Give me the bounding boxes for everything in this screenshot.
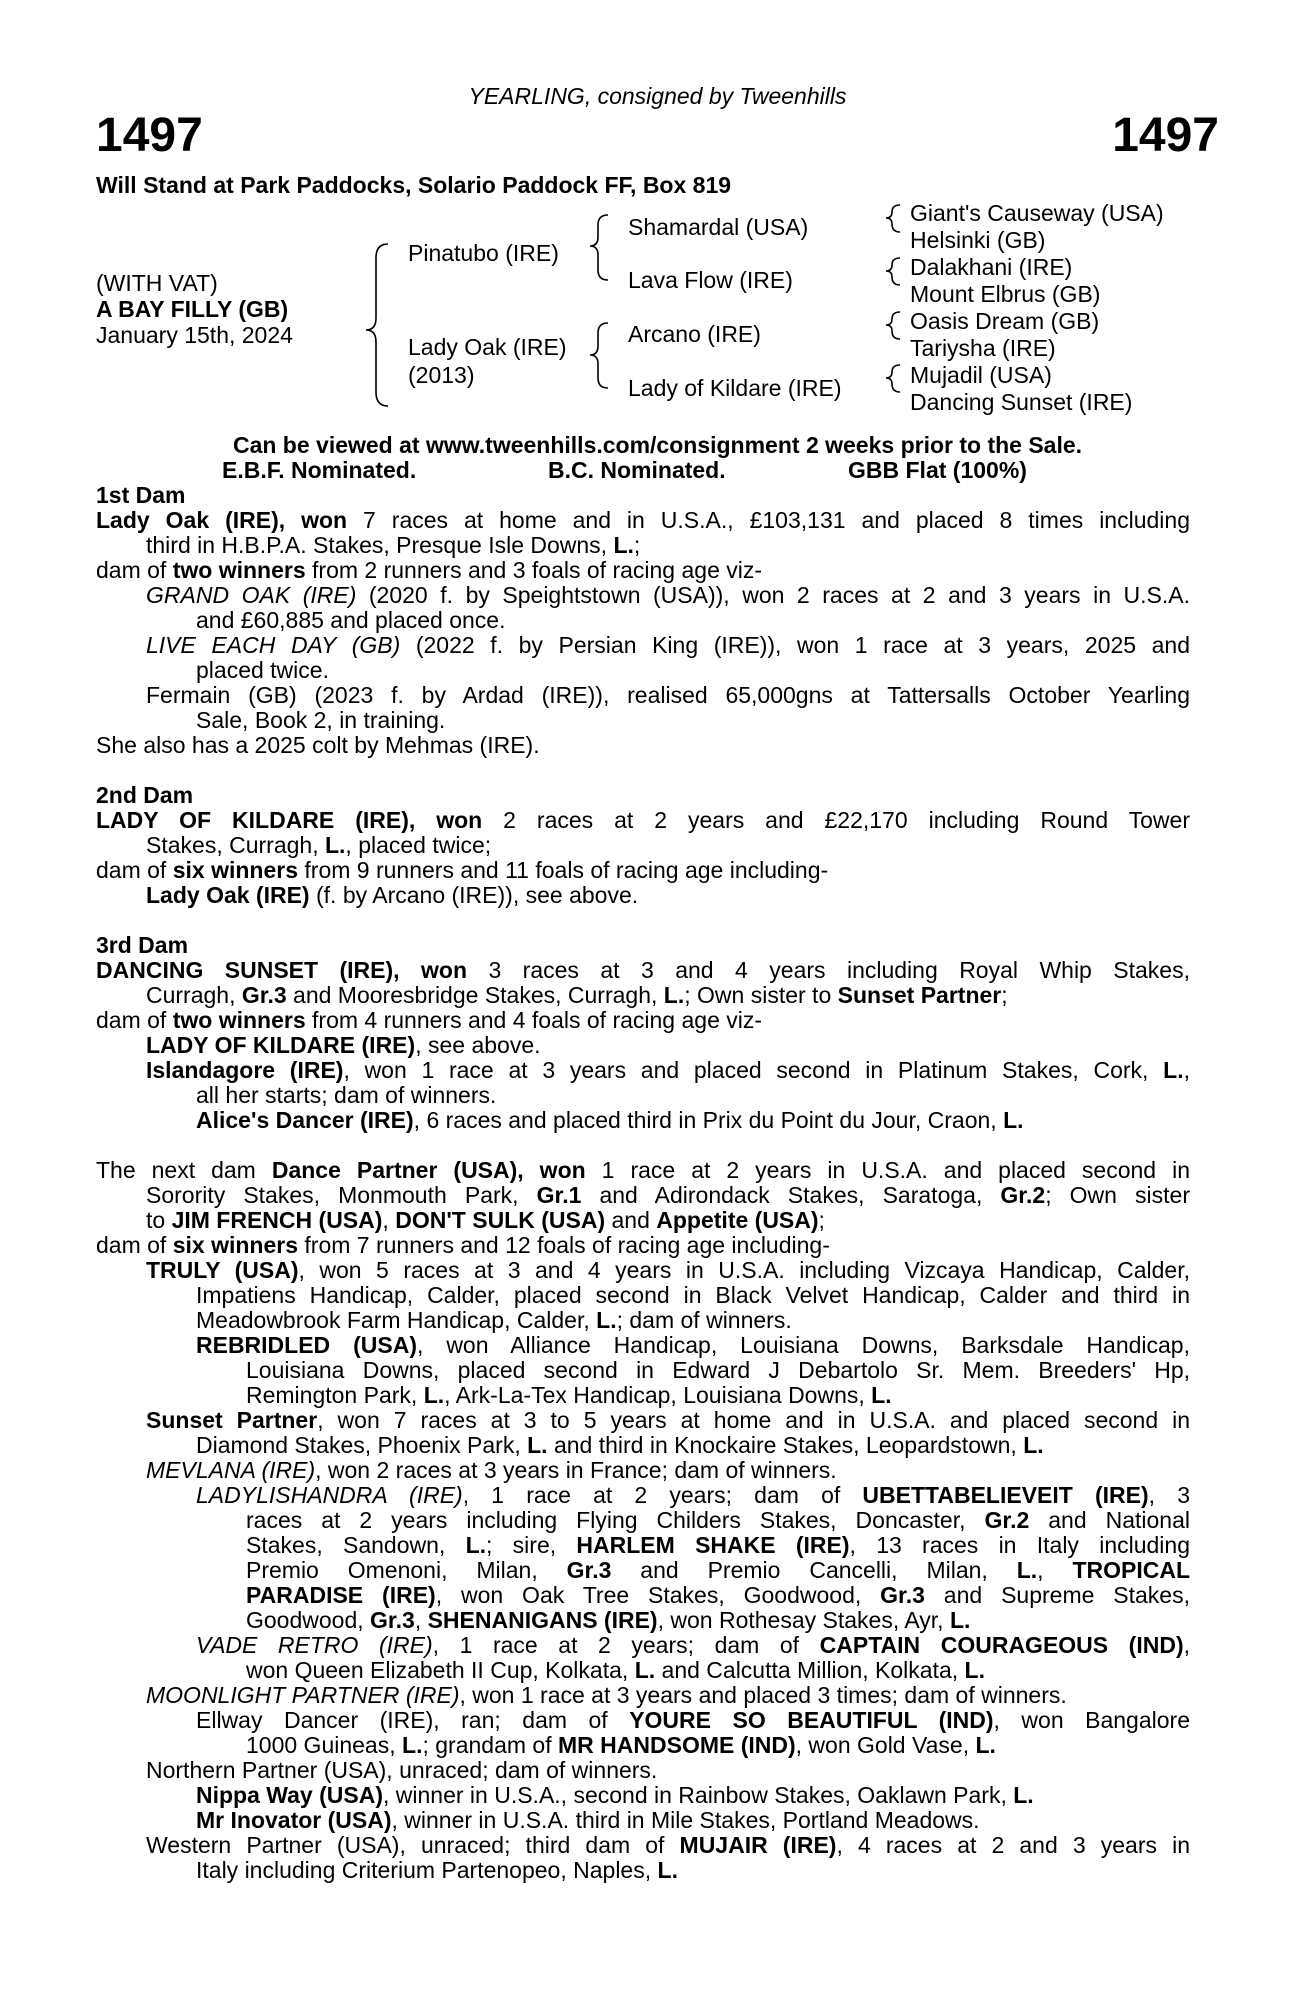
dam2-produce: dam of six winners from 9 runners and 11 foals of racing age including-	[96, 857, 829, 883]
nextdam-produce: dam of six winners from 7 runners and 12 foals of racing age including-	[96, 1232, 830, 1258]
dam2-line2: Stakes, Curragh, L., placed twice;	[146, 832, 492, 858]
nippa-way-line: Nippa Way (USA), winner in U.S.A., second in Rainbow Stakes, Oaklawn Park, L.	[196, 1782, 1034, 1808]
ladylishandra-line2: races at 2 years including Flying Childers Stakes, Doncaster, Gr.2 and National	[246, 1507, 1190, 1533]
dam3-heading: 3rd Dam	[96, 932, 189, 958]
gg-8: Dancing Sunset (IRE)	[910, 389, 1133, 415]
brace-g4	[886, 365, 900, 392]
brace-sire	[590, 215, 608, 280]
mr-inovator-line: Mr Inovator (USA), winner in U.S.A. third in Mile Stakes, Portland Meadows.	[196, 1807, 980, 1833]
dam-dam: Lady of Kildare (IRE)	[628, 375, 842, 401]
ladylishandra-line1: LADYLISHANDRA (IRE), 1 race at 2 years; dam of UBETTABELIEVEIT (IRE), 3	[196, 1482, 1190, 1508]
dam1-offspring-2: LIVE EACH DAY (GB) (2022 f. by Persian King (IRE)), won 1 race at 3 years, 2025 and	[146, 632, 1190, 658]
dam-year: (2013)	[408, 362, 475, 388]
dam1-heading: 1st Dam	[96, 482, 186, 508]
dam1-offspring-3b: Sale, Book 2, in training.	[196, 707, 446, 733]
dam3-line1: DANCING SUNSET (IRE), won 3 races at 3 and 4 years including Royal Whip Stakes,	[96, 957, 1190, 983]
gg-1: Giant's Causeway (USA)	[910, 200, 1164, 226]
nextdam-line3: to JIM FRENCH (USA), DON'T SULK (USA) and Appetite (USA);	[146, 1207, 825, 1233]
horse-dob: January 15th, 2024	[96, 322, 293, 348]
mevlana-line: MEVLANA (IRE), won 2 races at 3 years in France; dam of winners.	[146, 1457, 837, 1483]
rebridled-line2: Louisiana Downs, placed second in Edward J Debartolo Sr. Mem. Breeders' Hp,	[246, 1357, 1190, 1383]
nextdam-line2: Sorority Stakes, Monmouth Park, Gr.1 and Adirondack Stakes, Saratoga, Gr.2; Own sister	[146, 1182, 1190, 1208]
dam2-line1: LADY OF KILDARE (IRE), won 2 races at 2 years and £22,170 including Round Tower	[96, 807, 1190, 833]
sunset-partner-line1: Sunset Partner, won 7 races at 3 to 5 years at home and in U.S.A. and placed second in	[146, 1407, 1191, 1433]
nextdam-line1: The next dam Dance Partner (USA), won 1 race at 2 years in U.S.A. and placed second in	[96, 1157, 1190, 1183]
viewing-notice: Can be viewed at www.tweenhills.com/consignment 2 weeks prior to the Sale.	[232, 432, 1083, 458]
sire-sire: Shamardal (USA)	[628, 214, 809, 240]
vat-label: (WITH VAT)	[96, 270, 218, 296]
dam3-offspring-2: Islandagore (IRE), won 1 race at 3 years and placed second in Platinum Stakes, Cork, L.,	[146, 1057, 1190, 1083]
sire: Pinatubo (IRE)	[408, 240, 559, 266]
dam-sire: Arcano (IRE)	[628, 321, 761, 347]
northern-partner-line: Northern Partner (USA), unraced; dam of winners.	[146, 1757, 658, 1783]
dam3-offspring-1: LADY OF KILDARE (IRE), see above.	[146, 1032, 541, 1058]
dam1-offspring-1b: and £60,885 and placed once.	[196, 607, 506, 633]
dam3-grandchild-1: Alice's Dancer (IRE), 6 races and placed third in Prix du Point du Jour, Craon, L.	[196, 1107, 1024, 1133]
western-partner-line1: Western Partner (USA), unraced; third dam of MUJAIR (IRE), 4 races at 2 and 3 years in	[146, 1832, 1190, 1858]
dam3-line2: Curragh, Gr.3 and Mooresbridge Stakes, Curragh, L.; Own sister to Sunset Partner;	[146, 982, 1008, 1008]
ladylishandra-line4: Premio Omenoni, Milan, Gr.3 and Premio Cancelli, Milan, L., TROPICAL	[246, 1557, 1191, 1583]
dam1-offspring-1: GRAND OAK (IRE) (2020 f. by Speightstown (USA)), won 2 races at 2 and 3 years in U.S.A.	[146, 582, 1190, 608]
lot-number-right: 1497	[1112, 109, 1219, 162]
gg-3: Dalakhani (IRE)	[910, 254, 1073, 280]
rebridled-line3: Remington Park, L., Ark-La-Tex Handicap, Louisiana Downs, L.	[246, 1382, 892, 1408]
gg-4: Mount Elbrus (GB)	[910, 281, 1101, 307]
horse-name: A BAY FILLY (GB)	[96, 296, 289, 322]
gg-7: Mujadil (USA)	[910, 362, 1052, 388]
ellway-line2: 1000 Guineas, L.; grandam of MR HANDSOME (IND), won Gold Vase, L.	[246, 1732, 996, 1758]
ladylishandra-line5: PARADISE (IRE), won Oak Tree Stakes, Goodwood, Gr.3 and Supreme Stakes,	[246, 1582, 1190, 1608]
ebf-notice: E.B.F. Nominated.	[222, 457, 417, 483]
stand-location: Will Stand at Park Paddocks, Solario Paddock FF, Box 819	[96, 172, 732, 198]
rebridled-line1: REBRIDLED (USA), won Alliance Handicap, Louisiana Downs, Barksdale Handicap,	[196, 1332, 1190, 1358]
vade-retro-line2: won Queen Elizabeth II Cup, Kolkata, L. and Calcutta Million, Kolkata, L.	[246, 1657, 985, 1683]
dam1-also: She also has a 2025 colt by Mehmas (IRE).	[96, 732, 540, 758]
dam1-line2: third in H.B.P.A. Stakes, Presque Isle Downs, L.;	[146, 532, 641, 558]
ladylishandra-line3: Stakes, Sandown, L.; sire, HARLEM SHAKE (IRE), 13 races in Italy including	[246, 1532, 1190, 1558]
truly-line3: Meadowbrook Farm Handicap, Calder, L.; dam of winners.	[196, 1307, 792, 1333]
western-partner-line2: Italy including Criterium Partenopeo, Naples, L.	[196, 1857, 678, 1883]
brace-g2	[886, 258, 900, 285]
gbb-notice: GBB Flat (100%)	[848, 457, 1027, 483]
brace-dam	[590, 323, 608, 388]
gg-6: Tariysha (IRE)	[910, 335, 1056, 361]
dam1-offspring-3: Fermain (GB) (2023 f. by Ardad (IRE)), realised 65,000gns at Tattersalls October Yearling	[146, 682, 1190, 708]
dam1-offspring-2b: placed twice.	[196, 657, 329, 683]
ladylishandra-line6: Goodwood, Gr.3, SHENANIGANS (IRE), won Rothesay Stakes, Ayr, L.	[246, 1607, 971, 1633]
dam2-offspring-1: Lady Oak (IRE) (f. by Arcano (IRE)), see above.	[146, 882, 639, 908]
brace-g3	[886, 312, 900, 339]
brace-g1	[886, 205, 900, 232]
dam: Lady Oak (IRE)	[408, 334, 567, 360]
bc-notice: B.C. Nominated.	[548, 457, 726, 483]
moonlight-line: MOONLIGHT PARTNER (IRE), won 1 race at 3 years and placed 3 times; dam of winners.	[146, 1682, 1067, 1708]
ellway-line1: Ellway Dancer (IRE), ran; dam of YOURE SO BEAUTIFUL (IND), won Bangalore	[196, 1707, 1190, 1733]
dam3-produce: dam of two winners from 4 runners and 4 foals of racing age viz-	[96, 1007, 763, 1033]
dam2-heading: 2nd Dam	[96, 782, 194, 808]
sunset-partner-line2: Diamond Stakes, Phoenix Park, L. and third in Knockaire Stakes, Leopardstown, L.	[196, 1432, 1044, 1458]
gg-2: Helsinki (GB)	[910, 227, 1046, 253]
lot-number-left: 1497	[96, 109, 203, 162]
truly-line2: Impatiens Handicap, Calder, placed second in Black Velvet Handicap, Calder and third in	[196, 1282, 1190, 1308]
sire-dam: Lava Flow (IRE)	[628, 267, 793, 293]
gg-5: Oasis Dream (GB)	[910, 308, 1100, 334]
brace-main	[366, 244, 388, 406]
subtitle: YEARLING, consigned by Tweenhills	[468, 83, 847, 109]
truly-line1: TRULY (USA), won 5 races at 3 and 4 years in U.S.A. including Vizcaya Handicap, Calder,	[146, 1257, 1190, 1283]
dam3-offspring-2b: all her starts; dam of winners.	[196, 1082, 497, 1108]
vade-retro-line1: VADE RETRO (IRE), 1 race at 2 years; dam of CAPTAIN COURAGEOUS (IND),	[196, 1632, 1191, 1658]
dam1-produce: dam of two winners from 2 runners and 3 foals of racing age viz-	[96, 557, 763, 583]
dam1-line1: Lady Oak (IRE), won 7 races at home and in U.S.A., £103,131 and placed 8 times including	[96, 507, 1190, 533]
